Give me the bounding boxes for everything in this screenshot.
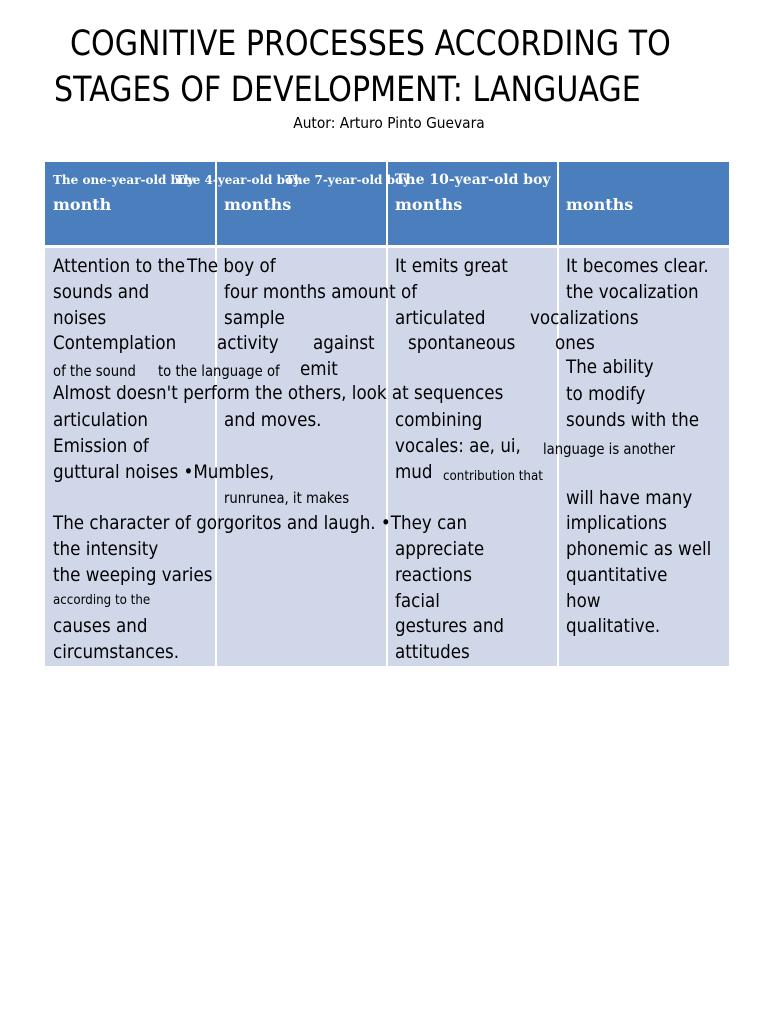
header-col-3-unit: months <box>395 195 463 214</box>
table-text: four months amount of <box>224 281 418 303</box>
table-text: causes and <box>53 615 148 637</box>
table-text: Contemplation <box>53 332 177 354</box>
table-text: qualitative. <box>566 615 661 637</box>
header-col-2-age: The 4-year-old boy <box>175 173 300 187</box>
table-text: quantitative <box>566 564 668 586</box>
table-text: articulation <box>53 409 149 431</box>
table-text: of the sound <box>53 362 136 380</box>
table-text: It emits great <box>395 255 508 277</box>
header-col-3-age: The 7-year-old boy <box>285 173 410 187</box>
table-text: runrunea, it makes <box>224 489 350 507</box>
table-text: vocales: ae, ui, <box>395 435 521 457</box>
column-divider <box>386 162 388 666</box>
header-col-4-unit: months <box>566 195 634 214</box>
table-text: It becomes clear. <box>566 255 709 277</box>
table-text: sample <box>224 307 285 329</box>
table-text: vocalizations <box>530 307 639 329</box>
header-col-4-age: The 10-year-old boy <box>395 172 551 188</box>
table-text: will have many <box>566 487 693 509</box>
table-text: appreciate <box>395 538 485 560</box>
table-text: spontaneous <box>408 332 516 354</box>
table-text: articulated <box>395 307 486 329</box>
table-text: against <box>313 332 375 354</box>
column-divider <box>557 162 559 666</box>
table-text: how <box>566 590 601 612</box>
table-text: according to the <box>53 592 151 608</box>
table-text: attitudes <box>395 641 470 663</box>
table-text: sounds and <box>53 281 150 303</box>
table-text: activity <box>217 332 279 354</box>
table-text: emit <box>300 358 338 380</box>
table-text: language is another <box>543 440 676 458</box>
table-text: noises <box>53 307 107 329</box>
table-text: the vocalization <box>566 281 699 303</box>
table-text: reactions <box>395 564 472 586</box>
table-text: circumstances. <box>53 641 180 663</box>
table-text: contribution that <box>443 468 543 484</box>
document-title-line-1: COGNITIVE PROCESSES ACCORDING TO <box>70 24 671 64</box>
author-line: Autor: Arturo Pinto Guevara <box>293 114 485 132</box>
table-text: phonemic as well <box>566 538 712 560</box>
table-text: the intensity <box>53 538 159 560</box>
document-title-line-2: STAGES OF DEVELOPMENT: LANGUAGE <box>54 70 641 110</box>
table-text: Attention to the <box>53 255 186 277</box>
table-text: facial <box>395 590 440 612</box>
table-text: to modify <box>566 383 646 405</box>
table-text: ones <box>555 332 595 354</box>
table-text: mud <box>395 461 433 483</box>
table-text: guttural noises •Mumbles, <box>53 461 275 483</box>
table-text: The ability <box>566 356 654 378</box>
table-text: the weeping varies <box>53 564 213 586</box>
table-text: The boy of <box>187 255 276 277</box>
table-text: Emission of <box>53 435 149 457</box>
table-text: The character of gorgoritos and laugh. •They can <box>53 512 468 534</box>
table-text: Almost doesn't perform the others, look at sequences <box>53 382 504 404</box>
header-col-2-unit: months <box>224 195 292 214</box>
header-col-1-age: The one-year-old boy <box>53 173 194 187</box>
header-col-1-unit: month <box>53 195 112 214</box>
table-text: and moves. <box>224 409 322 431</box>
table-text: to the language of <box>158 362 280 380</box>
table-text: sounds with the <box>566 409 700 431</box>
table-text: combining <box>395 409 483 431</box>
column-divider <box>215 162 217 666</box>
table-text: gestures and <box>395 615 505 637</box>
table-text: implications <box>566 512 668 534</box>
